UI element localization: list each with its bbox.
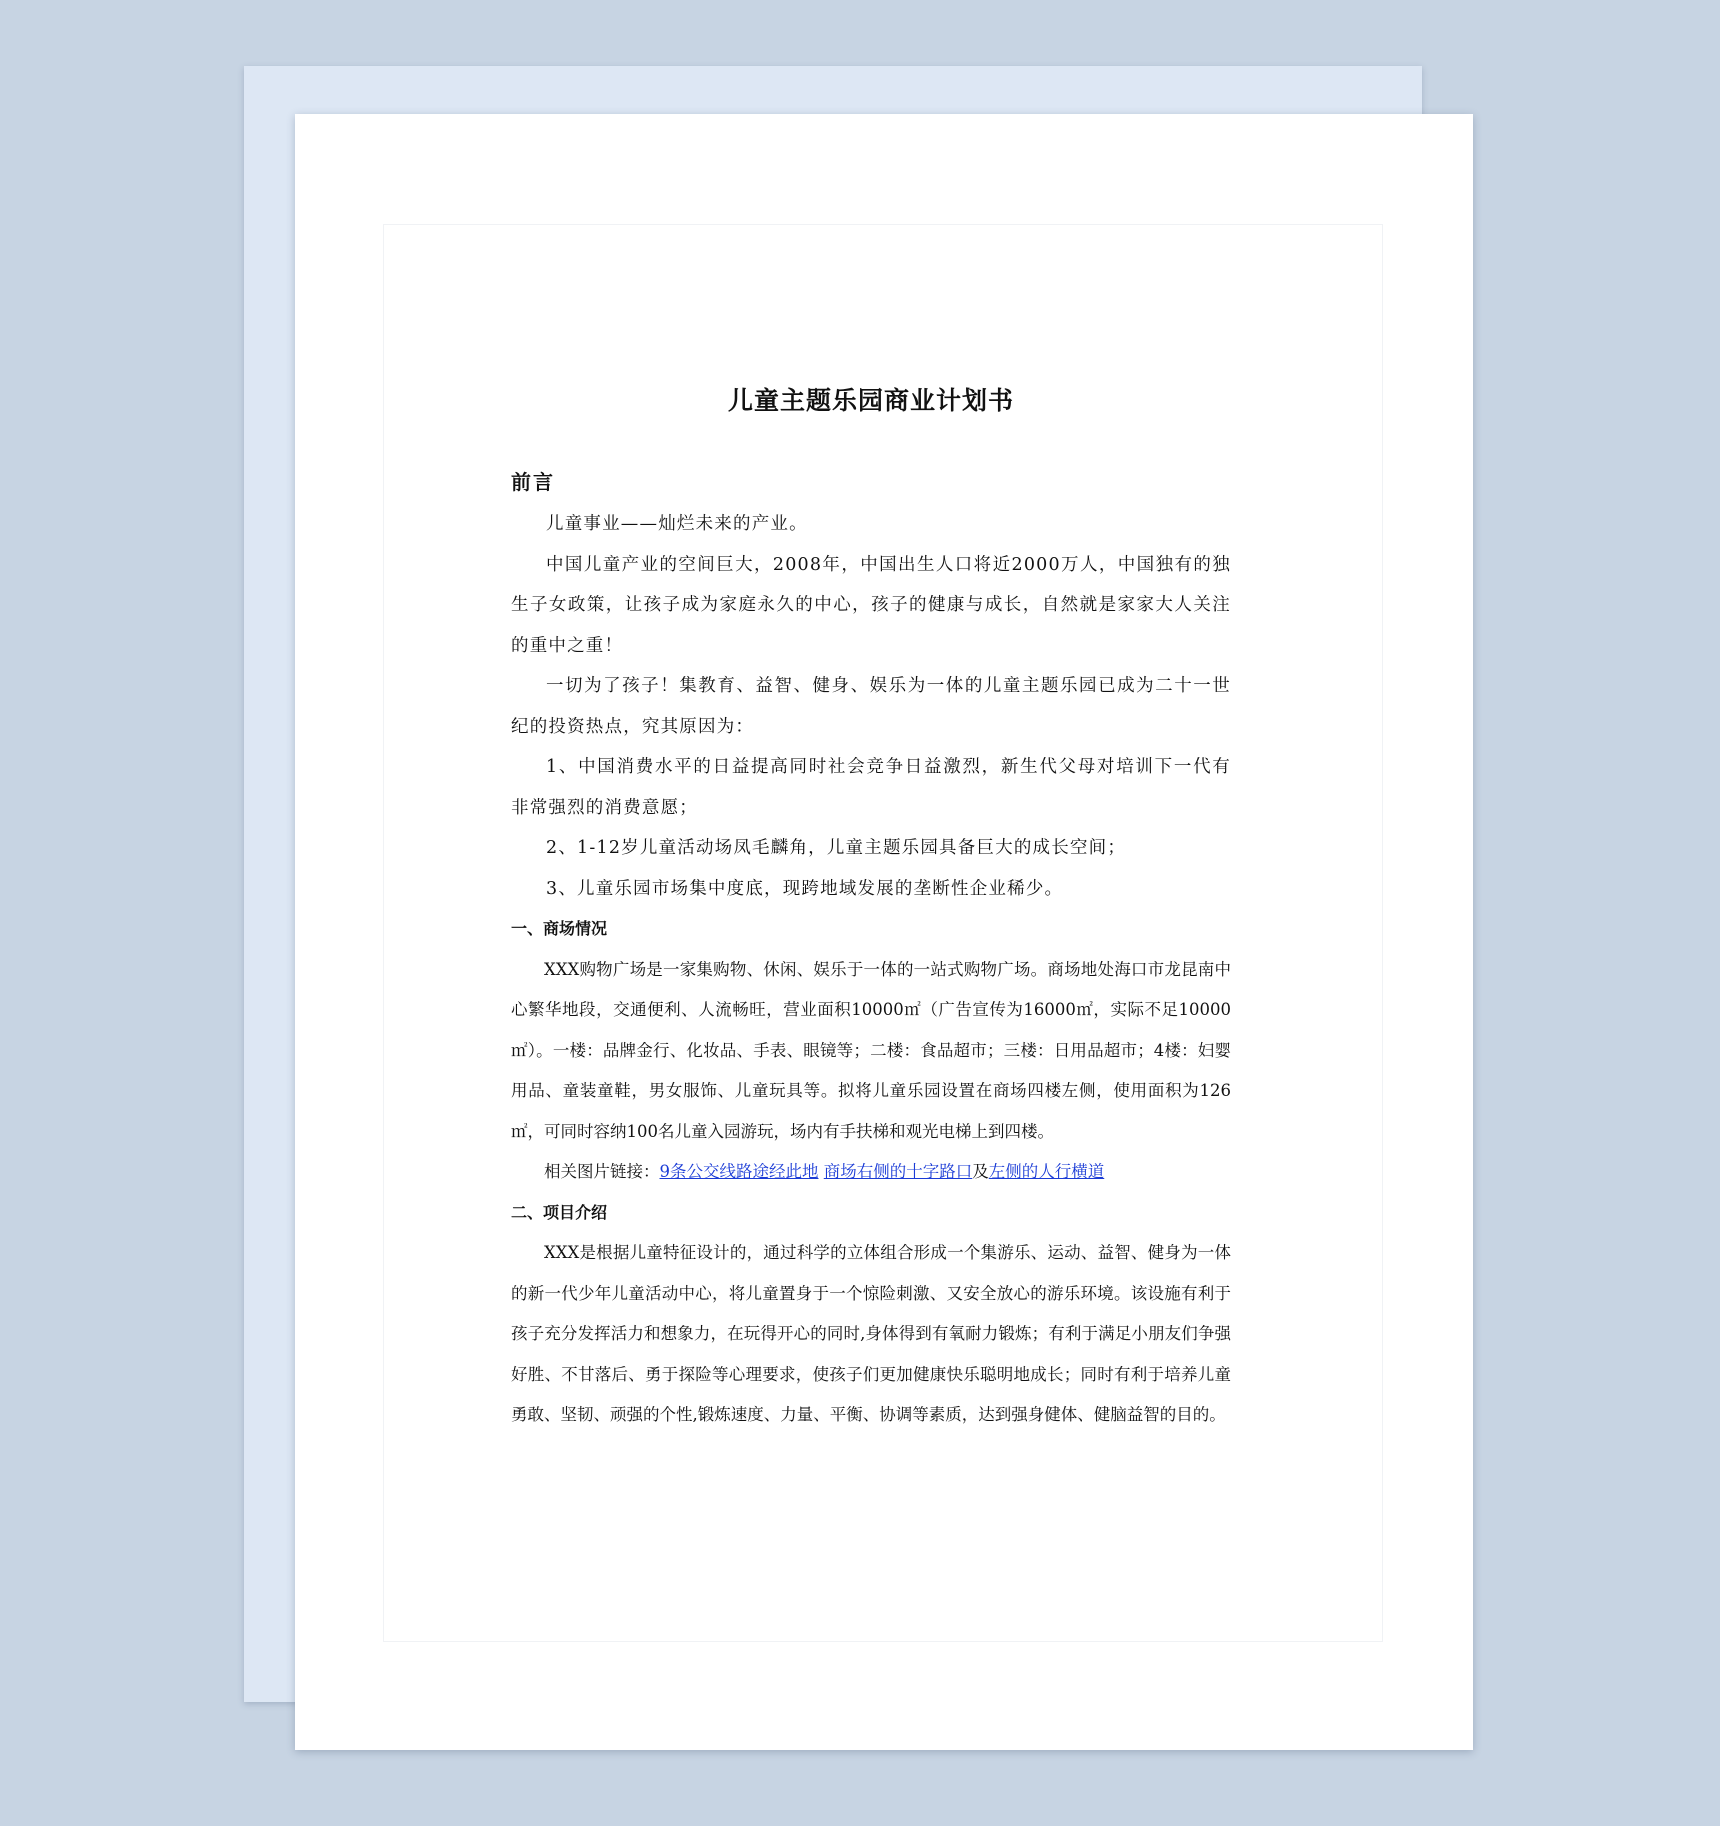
document-title: 儿童主题乐园商业计划书	[727, 386, 1014, 415]
crosswalk-link[interactable]: 左侧的人行横道	[988, 1162, 1105, 1181]
preface-reason-1: 1、中国消费水平的日益提高同时社会竞争日益激烈，新生代父母对培训下一代有非常强烈的消费意愿；	[511, 757, 1231, 818]
preface-reason-2: 2、1-12岁儿童活动场凤毛麟角，儿童主题乐园具备巨大的成长空间；	[546, 838, 1127, 858]
bus-routes-link[interactable]: 9条公交线路途经此地	[659, 1162, 819, 1181]
document-content	[511, 386, 1231, 1436]
section-project-paragraph: XXX是根据儿童特征设计的，通过科学的立体组合形成一个集游乐、运动、益智、健身为一体的新一代少年儿童活动中心，将儿童置身于一个惊险刺激、又安全放心的游乐环境。该设施有利于孩子充分发挥活力和想象力，在玩得开心的同时,身体得到有氧耐力锻炼；有利于满足小朋友们争强好胜、不甘落后、勇于探险等心理要求，使孩子们更加健康快乐聪明地成长；同时有利于培养儿童勇敢、坚韧、顽强的个性,锻炼速度、力量、平衡、协调等素质，达到强身健体、健脑益智的目的。	[511, 1243, 1231, 1424]
preface-reason-3: 3、儿童乐园市场集中度底，现跨地域发展的垄断性企业稀少。	[546, 878, 1064, 899]
crossroad-link[interactable]: 商场右侧的十字路口	[823, 1162, 973, 1181]
document-page	[295, 114, 1473, 1750]
preface-paragraph-2: 中国儿童产业的空间巨大，2008年，中国出生人口将近2000万人，中国独有的独生子女政策，让孩子成为家庭永久的中心，孩子的健康与成长，自然就是家家大人关注的重中之重！	[511, 554, 1231, 656]
section-mall-heading: 一、商场情况	[511, 919, 608, 938]
related-image-links	[511, 1152, 1231, 1193]
preface-paragraph-3: 一切为了孩子！集教育、益智、健身、娱乐为一体的儿童主题乐园已成为二十一世纪的投资热点，究其原因为：	[511, 676, 1231, 737]
links-prefix: 相关图片链接：	[544, 1162, 660, 1181]
preface-paragraph-1: 儿童事业——灿烂未来的产业。	[546, 514, 808, 534]
links-joiner: 及	[972, 1162, 989, 1181]
section-project-heading: 二、项目介绍	[511, 1202, 608, 1222]
section-mall-paragraph: XXX购物广场是一家集购物、休闲、娱乐于一体的一站式购物广场。商场地处海口市龙昆南中心繁华地段，交通便利、人流畅旺，营业面积10000㎡（广告宣传为16000㎡，实际不足10000㎡）。一楼：品牌金行、化妆品、手表、眼镜等；二楼：食品超市；三楼：日用品超市；4楼：妇婴用品、童装童鞋，男女服饰、儿童玩具等。拟将儿童乐园设置在商场四楼左侧，使用面积为126㎡，可同时容纳100名儿童入园游玩，场内有手扶梯和观光电梯上到四楼。	[511, 959, 1231, 1141]
preface-heading: 前言	[511, 470, 555, 494]
